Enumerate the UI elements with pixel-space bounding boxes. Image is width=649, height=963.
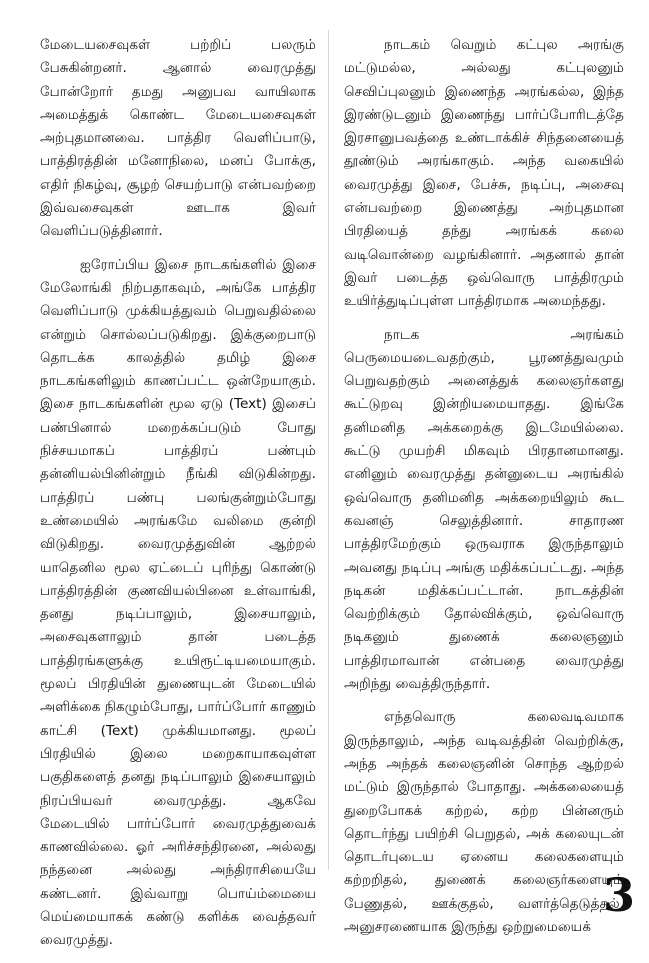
right-column: [344, 34, 624, 949]
left-paragraph-1: மேடையசைவுகள் பற்றிப் பலரும் பேசுகின்றனர். ஆனால் வைரமுத்து போன்றோர் தமது அனுபவ வாயிலாக அமைத்துக் கொண்ட மேடையசைவுகள் அற்புதமானவை. பாத்திர வெளிப்பாடு, பாத்திரத்தின் மனோநிலை, மனப் போக்கு, எதிர் நிகழ்வு, சூழற் செயற்பாடு என்பவற்றை இவ்வசைவுகள் ஊடாக இவர் வெளிப்படுத்தினார்.: [40, 37, 316, 240]
right-paragraph-1: நாடகம் வெறும் கட்புல அரங்கு மட்டுமல்ல, அல்லது கட்புலனும் செவிப்புலனும் இணைந்த அரங்கல்ல, இந்த இரண்டுடனும் இணைந்து பார்ப்போரிடத்தே இரசானுபவத்தை உண்டாக்கிச் சிந்தனையைத் தூண்டும் அரங்காகும். அந்த வகையில் வைரமுத்து இசை, பேச்சு, நடிப்பு, அசைவு என்பவற்றை இணைத்து அற்புதமான பிரதியைத் தந்து அரங்கக் கலை வடிவொன்றை வழங்கினார். அதனால் தான் இவர் படைத்த ஒவ்வொரு பாத்திரமும் உயிர்த்துடிப்புள்ள பாத்திரமாக அமைந்தது.: [344, 37, 624, 310]
right-paragraph-2: நாடக அரங்கம் பெருமையடைவதற்கும், பூரணத்துவமும் பெறுவதற்கும் அனைத்துக் கலைஞர்களது கூட்டுறவு இன்றியமையாதது. இங்கே தனிமனித அக்கறைக்கு இடமேயில்லை. கூட்டு முயற்சி மிகவும் பிரதானமானது. எனினும் வைரமுத்து தன்னுடைய அரங்கில் ஒவ்வொரு தனிமனித அக்கறையிலும் கூட கவனஞ் செலுத்தினார். சாதாரண பாத்திரமேற்கும் ஒருவராக இருந்தாலும் அவனது நடிப்பு அங்கு மதிக்கப்பட்டது. அந்த நடிகன் மதிக்கப்பட்டான். நாடகத்தின் வெற்றிக்கும் தோல்விக்கும், ஒவ்வொரு நடிகனும் துணைக் கலைஞனும் பாத்திரமாவான் என்பதை வைரமுத்து அறிந்து வைத்திருந்தார்.: [344, 326, 624, 693]
column-divider: [328, 30, 329, 870]
right-paragraph-3: எந்தவொரு கலைவடிவமாக இருந்தாலும், அந்த வடிவத்தின் வெற்றிக்கு, அந்த அந்தக் கலைஞனின் சொந்த ஆற்றல் மட்டும் இருந்தால் போதாது. அக்கலையைத் துறைபோகக் கற்றல், கற்ற பின்னரும் தொடர்ந்து பயிற்சி பெறுதல், அக் கலையுடன் தொடர்புடைய ஏனைய கலைகளையும் கற்றறிதல், துணைக் கலைஞர்களையும் பேணுதல், ஊக்குதல், வளர்த்தெடுத்தல், அனுசரணையாக இருந்து ஒற்றுமையைக்: [344, 709, 624, 935]
page-number: 3: [602, 868, 635, 922]
left-paragraph-2: ஐரோப்பிய இசை நாடகங்களில் இசை மேலோங்கி நிற்பதாகவும், அங்கே பாத்திர வெளிப்பாடு முக்கியத்துவம் பெறுவதில்லை என்றும் சொல்லப்படுகிறது. இக்குறைபாடு தொடக்க காலத்தில் தமிழ் இசை நாடகங்களிலும் காணப்பட்ட ஒன்றேயாகும். இசை நாடகங்களின் மூல ஏடு (Text) இசைப் பண்பினால் மறைக்கப்படும் போது நிச்சயமாகப் பாத்திரப் பண்பும் தன்னியல்பினின்றும் நீங்கி விடுகின்றது. பாத்திரப் பண்பு பலங்குன்றும்போது உண்மையில் அரங்கமே வலிமை குன்றி விடுகிறது. வைரமுத்துவின் ஆற்றல் யாதெனில மூல ஏட்டைப் புரிந்து கொண்டு பாத்திரத்தின் குணவியல்பினை உள்வாங்கி, தனது நடிப்பாலும், இசையாலும், அசைவுகளாலும் தான் படைத்த பாத்திரங்களுக்கு உயிரூட்டியமையாகும். மூலப் பிரதியின் துணையுடன் மேடையில் அளிக்கை நிகழும்போது, பார்ப்போர் காணும் காட்சி (Text) முக்கியமானது. மூலப் பிரதியில் இலை மறைகாயாகவுள்ள பகுதிகளைத் தனது நடிப்பாலும் இசையாலும் நிரப்பியவர் வைரமுத்து. ஆகவே மேடையில் பார்ப்போர் வைரமுத்துவைக் காணவில்லை. ஓர் அரிச்சந்திரனை, அல்லது நந்தனை அல்லது அந்திராசியையே கண்டனர். இவ்வாறு பொய்ம்மையை மெய்மையாகக் கண்டு களிக்க வைத்தவர் வைரமுத்து.: [40, 256, 316, 949]
left-column: [40, 34, 316, 963]
